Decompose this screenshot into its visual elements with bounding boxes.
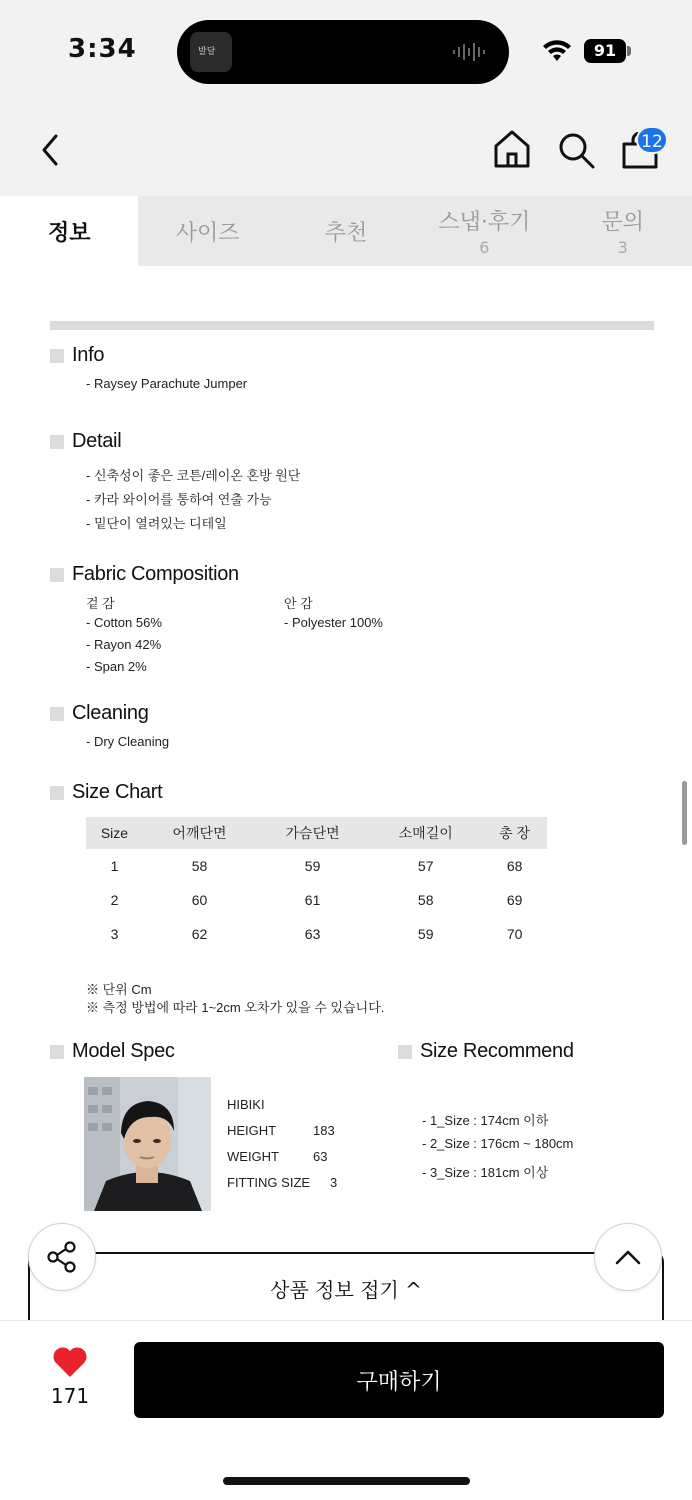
bullet-square-icon [50, 786, 64, 800]
product-tabs [0, 196, 692, 266]
table-header-cell: 소매길이 [369, 817, 482, 849]
table-header-cell: 총 장 [482, 817, 547, 849]
spec-row [227, 1149, 337, 1175]
bullet-square-icon [50, 707, 64, 721]
bullet-square-icon [398, 1045, 412, 1059]
table-row [86, 917, 547, 951]
table-cell: 63 [304, 926, 321, 942]
fabric-item: - Span 2% [86, 659, 147, 674]
tab-snap-review[interactable] [415, 196, 553, 266]
search-icon[interactable] [556, 130, 596, 170]
detail-section [50, 430, 121, 453]
info-section [50, 344, 104, 367]
fabric-heading [50, 563, 239, 586]
size-recommend-item: - 3_Size : 181cm 이상 [422, 1165, 549, 1180]
table-cell: 70 [506, 926, 523, 942]
size-chart-heading [50, 781, 162, 804]
table-cell: 57 [417, 858, 434, 874]
bullet-square-icon [50, 435, 64, 449]
battery-indicator: 91 [584, 39, 626, 63]
model-name [227, 1097, 337, 1123]
table-row [86, 849, 547, 883]
bullet-square-icon [50, 568, 64, 582]
detail-list [86, 465, 300, 537]
collapse-label: 상품 정보 접기 ^ [270, 1277, 422, 1302]
size-chart-table [86, 817, 547, 951]
cleaning-title: Cleaning [72, 702, 149, 724]
share-button[interactable] [28, 1223, 96, 1291]
detail-title: Detail [72, 430, 122, 452]
table-cell: 59 [304, 858, 321, 874]
cleaning-section [50, 702, 149, 725]
tab-label: 사이즈 [175, 220, 240, 246]
status-time: 3:34 [68, 34, 137, 64]
table-cell: 68 [506, 858, 523, 874]
battery-nub [627, 46, 631, 56]
home-icon[interactable] [492, 129, 532, 169]
heart-icon [52, 1346, 88, 1378]
model-name-value: HIBIKI [227, 1097, 265, 1112]
spec-key: FITTING SIZE [227, 1175, 311, 1190]
tab-size[interactable] [138, 196, 276, 266]
size-chart-title: Size Chart [72, 781, 163, 803]
like-count: 171 [50, 1384, 90, 1408]
fabric-lining [284, 593, 383, 637]
size-chart-section [50, 781, 162, 804]
fabric-item: - Rayon 42% [86, 637, 162, 652]
table-cell: 69 [506, 892, 523, 908]
spec-key: WEIGHT [227, 1149, 279, 1164]
table-cell: 1 [110, 858, 119, 874]
spec-key: HEIGHT [227, 1123, 277, 1138]
fabric-outer [86, 593, 162, 681]
table-cell: 62 [191, 926, 208, 942]
info-item: - Raysey Parachute Jumper [86, 376, 248, 391]
table-header-cell: Size [86, 817, 143, 849]
size-recommend-item: - 1_Size : 174cm 이하 [422, 1113, 549, 1128]
spec-value: 63 [313, 1149, 328, 1164]
size-recommend-item: - 2_Size : 176cm ~ 180cm [422, 1136, 574, 1151]
size-recommend-title: Size Recommend [420, 1040, 574, 1062]
cleaning-heading [50, 702, 149, 725]
tab-label: 추천 [324, 220, 368, 246]
cart-count-badge: 12 [636, 126, 668, 154]
tab-inquiry[interactable] [554, 196, 692, 266]
size-note: ※ 단위 Cm [86, 982, 152, 997]
size-recommend-list [422, 1110, 573, 1188]
fabric-title: Fabric Composition [72, 563, 239, 585]
back-arrow-icon[interactable] [36, 132, 64, 168]
bullet-square-icon [50, 349, 64, 363]
table-cell: 59 [417, 926, 434, 942]
spec-row [227, 1123, 337, 1149]
detail-heading [50, 430, 121, 453]
like-button[interactable] [44, 1346, 96, 1408]
table-header-cell: 어깨단면 [143, 817, 256, 849]
fabric-item: - Cotton 56% [86, 615, 162, 630]
table-header-row [86, 817, 547, 849]
artwork-text: 발달 [198, 47, 216, 57]
tab-info[interactable] [0, 196, 138, 266]
table-cell: 58 [191, 858, 208, 874]
size-note: ※ 측정 방법에 따라 1~2cm 오차가 있을 수 있습니다. [86, 1000, 385, 1015]
fabric-outer-label: 겉 감 [86, 596, 115, 611]
tab-label: 정보 [47, 220, 91, 246]
share-icon [45, 1240, 79, 1274]
chevron-up-icon [613, 1247, 643, 1267]
detail-item: - 신축성이 좋은 코튼/레이온 혼방 원단 [86, 468, 301, 483]
status-bar [0, 0, 692, 104]
detail-item: - 카라 와이어를 통하여 연출 가능 [86, 492, 272, 507]
cleaning-item: - Dry Cleaning [86, 734, 170, 749]
table-header-cell: 가슴단면 [256, 817, 369, 849]
table-cell: 3 [110, 926, 119, 942]
table-cell: 58 [417, 892, 434, 908]
size-recommend-section [398, 1040, 574, 1063]
audio-wave-icon [451, 42, 491, 62]
spec-value: 3 [330, 1175, 338, 1190]
fabric-item: - Polyester 100% [284, 615, 383, 630]
dynamic-island[interactable] [177, 20, 509, 84]
spec-row [227, 1175, 337, 1201]
model-spec-section [50, 1040, 175, 1063]
wifi-icon [541, 37, 573, 63]
detail-item: - 밑단이 열려있는 디테일 [86, 516, 227, 531]
model-spec-heading [50, 1040, 175, 1063]
table-row [86, 883, 547, 917]
scroll-to-top-button[interactable] [594, 1223, 662, 1291]
model-spec-details [227, 1097, 337, 1201]
size-recommend-heading [398, 1040, 574, 1063]
now-playing-artwork [190, 32, 232, 72]
table-cell: 60 [191, 892, 208, 908]
tab-count: 3 [617, 238, 628, 257]
home-indicator [223, 1477, 470, 1485]
model-photo-illustration [84, 1077, 211, 1211]
size-notes [86, 981, 384, 1017]
scrollbar-thumb[interactable] [682, 781, 687, 845]
tab-label: 문의 [601, 210, 645, 235]
model-photo [84, 1077, 211, 1211]
model-spec-title: Model Spec [72, 1040, 175, 1062]
tab-label: 스냅·후기 [438, 210, 531, 235]
section-divider [50, 321, 654, 330]
spec-value: 183 [313, 1123, 335, 1138]
bullet-square-icon [50, 1045, 64, 1059]
info-heading [50, 344, 104, 367]
fabric-lining-label: 안 감 [284, 596, 313, 611]
info-title: Info [72, 344, 105, 366]
tab-recommend[interactable] [277, 196, 415, 266]
tab-count: 6 [479, 238, 490, 257]
fabric-section [50, 563, 239, 586]
buy-button[interactable]: 구매하기 [134, 1342, 664, 1418]
collapse-product-info-button[interactable] [28, 1252, 664, 1322]
table-cell: 2 [110, 892, 119, 908]
table-cell: 61 [304, 892, 321, 908]
